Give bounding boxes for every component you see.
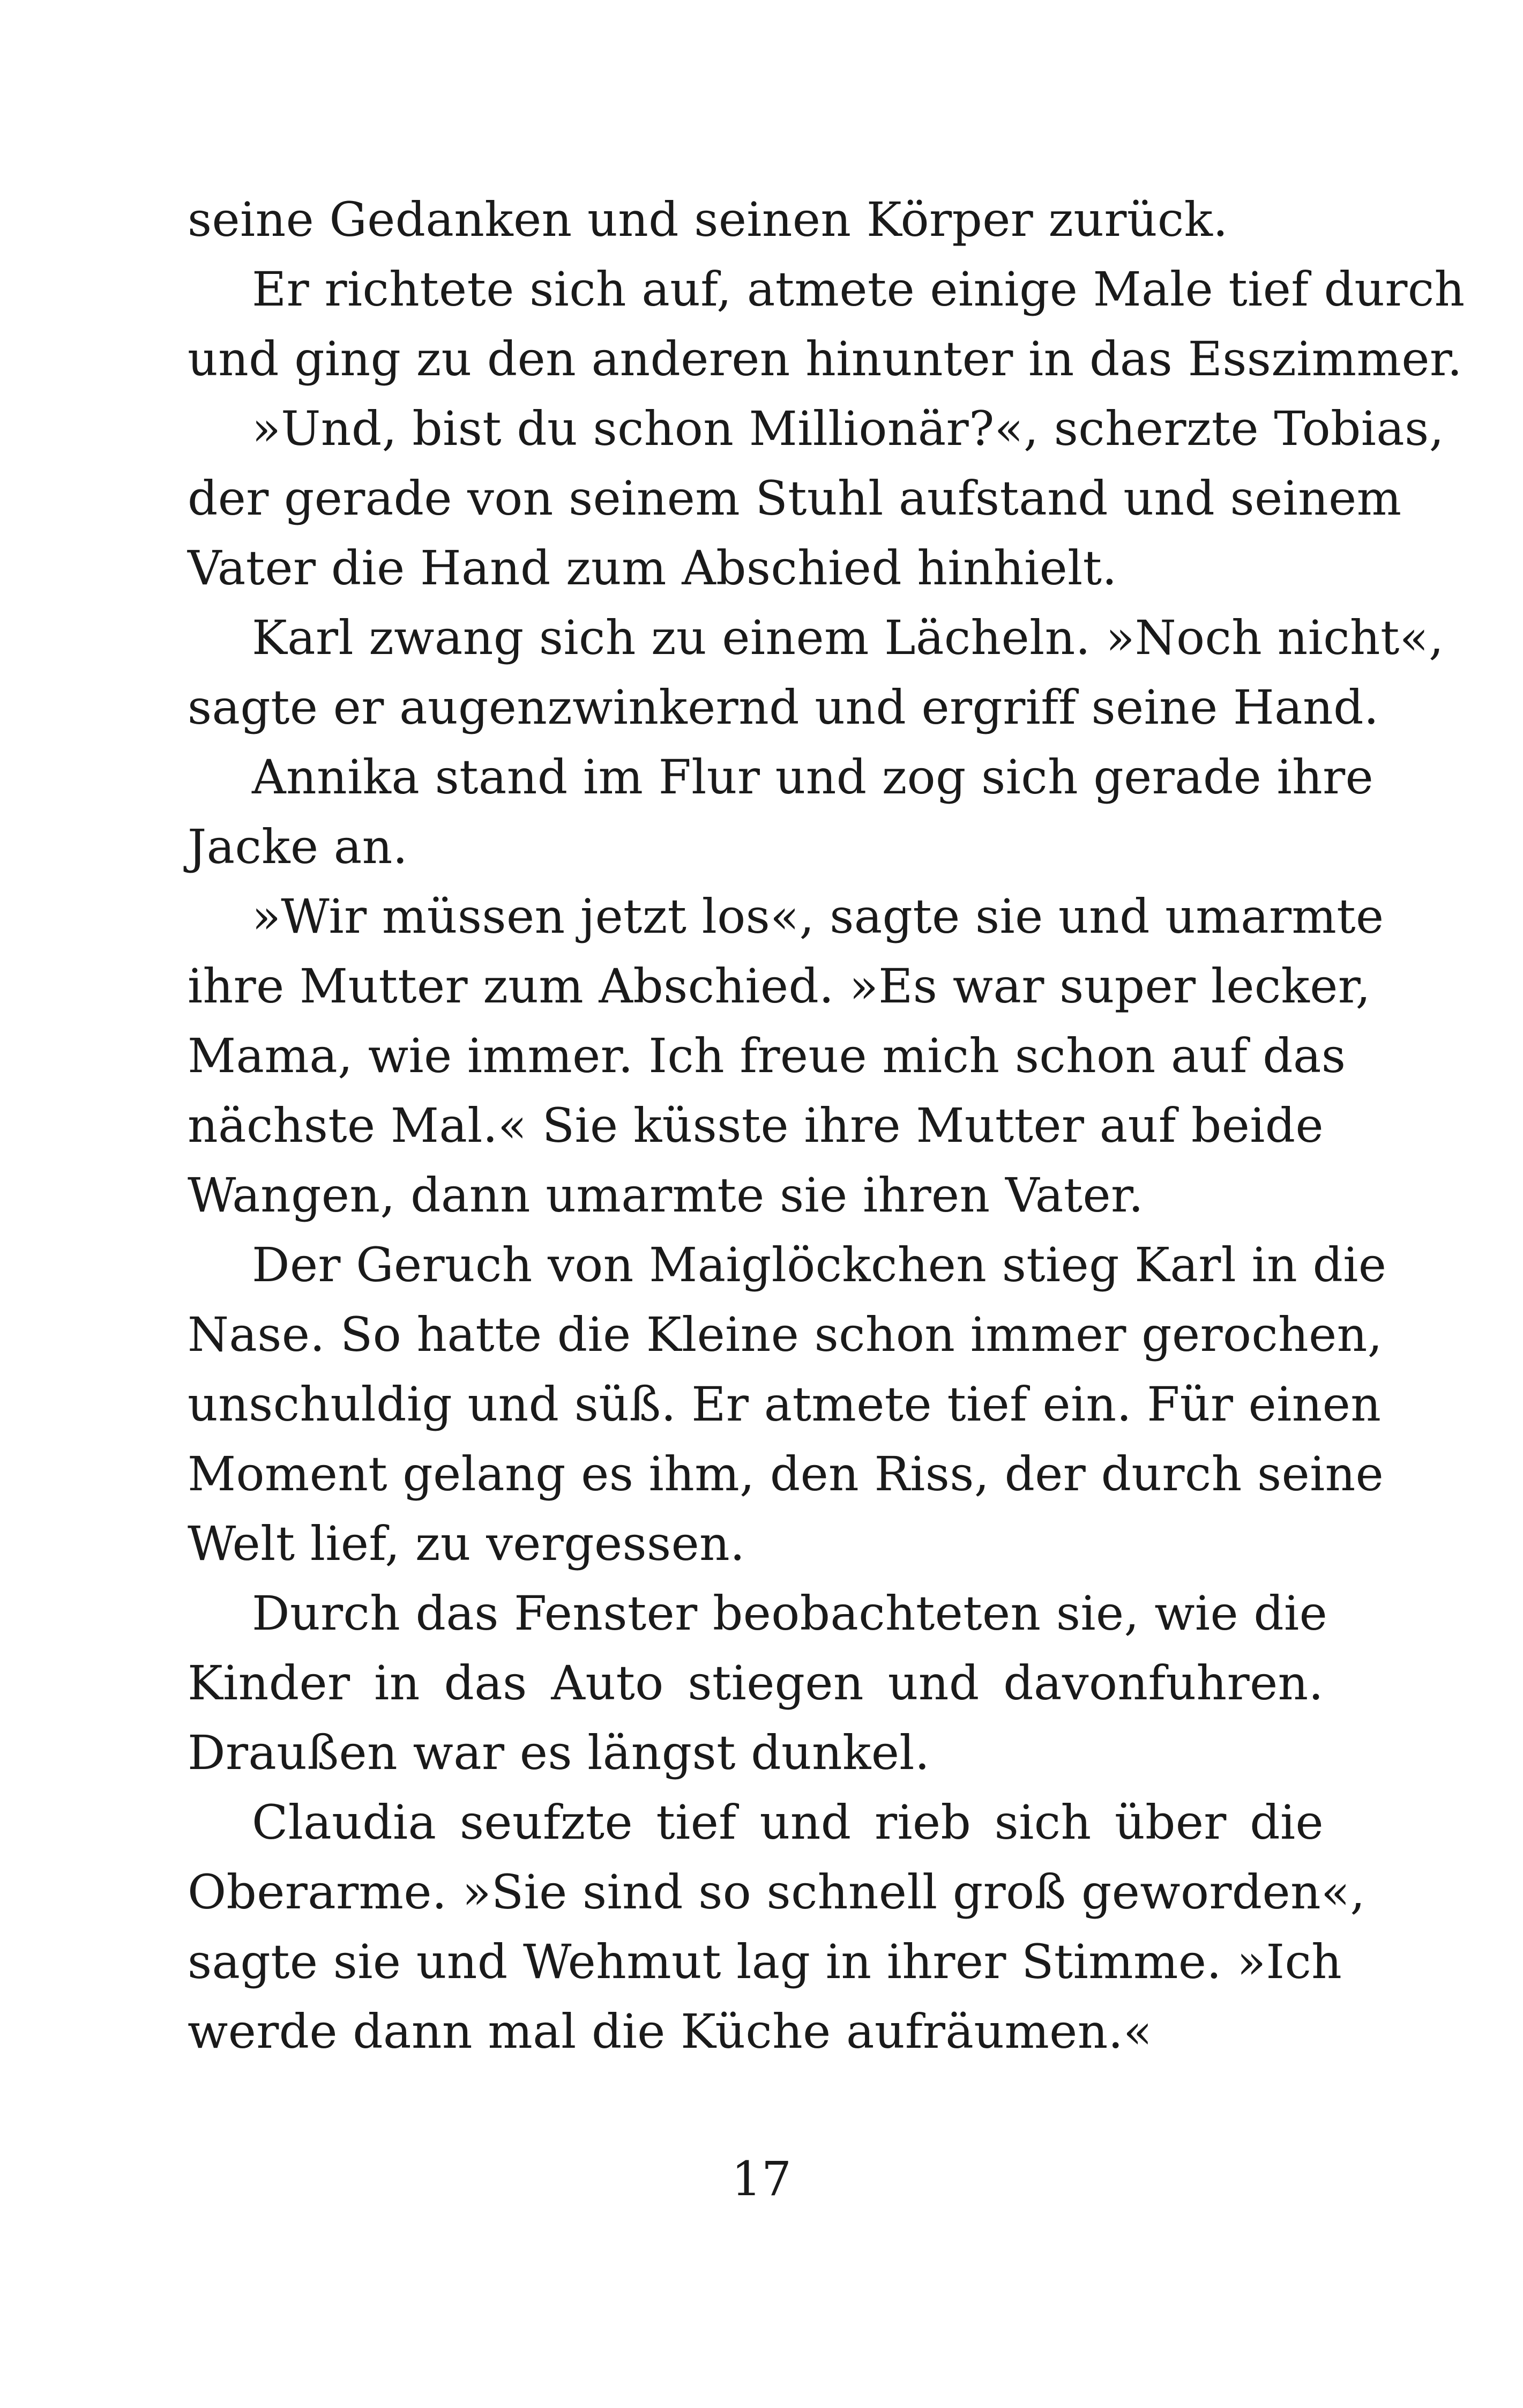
text-line: Jacke an.	[188, 819, 408, 874]
text-line: Mama, wie immer. Ich freue mich schon auf das	[188, 1028, 1346, 1083]
text-line: »Wir müssen jetzt los«, sagte sie und umarmte	[252, 889, 1384, 944]
text-line: werde dann mal die Küche aufräumen.«	[188, 2004, 1153, 2059]
text-line: sagte sie und Wehmut lag in ihrer Stimme. »Ich	[188, 1934, 1342, 1989]
text-line: seine Gedanken und seinen Körper zurück.	[188, 192, 1228, 247]
text-line: Oberarme. »Sie sind so schnell groß geworden«,	[188, 1864, 1365, 1920]
text-line: Der Geruch von Maiglöckchen stieg Karl in die	[252, 1237, 1387, 1292]
text-line: nächste Mal.« Sie küsste ihre Mutter auf beide	[188, 1098, 1324, 1153]
text-line: Er richtete sich auf, atmete einige Male tief durch	[252, 262, 1465, 317]
text-line: unschuldig und süß. Er atmete tief ein. Für einen	[188, 1377, 1382, 1432]
text-line: Moment gelang es ihm, den Riss, der durch seine	[188, 1446, 1384, 1502]
text-line: Draußen war es längst dunkel.	[188, 1725, 930, 1780]
body-text	[188, 185, 1465, 2067]
text-line: und ging zu den anderen hinunter in das Esszimmer.	[188, 331, 1462, 387]
text-line: ihre Mutter zum Abschied. »Es war super lecker,	[188, 958, 1371, 1014]
text-line: Welt lief, zu vergessen.	[188, 1516, 745, 1571]
text-line: Nase. So hatte die Kleine schon immer gerochen,	[188, 1307, 1383, 1362]
text-line: Wangen, dann umarmte sie ihren Vater.	[188, 1168, 1144, 1223]
text-line: »Und, bist du schon Millionär?«, scherzte Tobias,	[252, 401, 1445, 456]
text-line: Annika stand im Flur und zog sich gerade ihre	[252, 749, 1374, 805]
text-line: der gerade von seinem Stuhl aufstand und seinem	[188, 471, 1402, 526]
page-number: 17	[731, 2151, 792, 2206]
text-line: Claudia seufzte tief und rieb sich über die	[252, 1795, 1324, 1850]
text-line: Vater die Hand zum Abschied hinhielt.	[188, 540, 1117, 596]
text-line: Karl zwang sich zu einem Lächeln. »Noch nicht«,	[252, 610, 1444, 665]
text-line: sagte er augenzwinkernd und ergriff seine Hand.	[188, 680, 1379, 735]
text-line: Kinder in das Auto stiegen und davonfuhren.	[188, 1655, 1324, 1711]
text-line: Durch das Fenster beobachteten sie, wie die	[252, 1586, 1328, 1641]
